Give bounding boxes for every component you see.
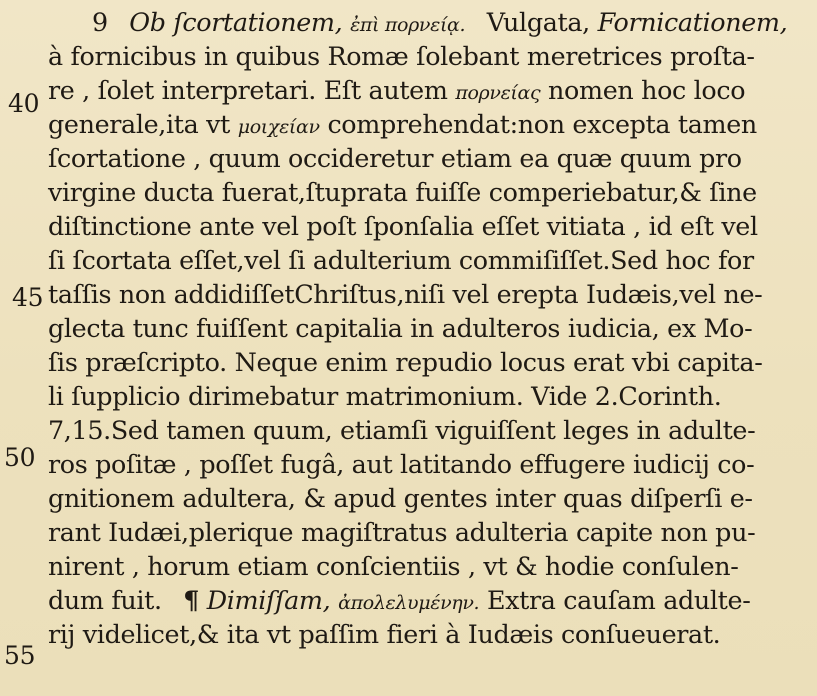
lemma-italic: Ob ſcortationem, <box>129 7 343 37</box>
text-line-9: taſſis non addidiſſetChriſtus,niſi vel erepta Iudæis,vel ne- <box>48 279 763 309</box>
text-line-3 <box>48 74 808 106</box>
text-line-7: diſtinctione ante vel poſt ſponſalia eſſet vitiata , id eſt vel <box>48 211 758 241</box>
margin-line-number-45: 45 <box>12 283 44 312</box>
text-line-6: virgine ducta fuerat,ſtuprata fuiſſe comperiebatur,& ſine <box>48 177 757 207</box>
margin-line-number-55: 55 <box>4 641 36 670</box>
verse-number: 9 <box>92 7 108 37</box>
line-18-before: dum fuit. <box>48 585 162 615</box>
greek-lemma: ἐπὶ πορνείᾳ. <box>350 14 466 36</box>
text-line-11: ſis præſcripto. Neque enim repudio locus erat vbi capita- <box>48 347 763 377</box>
pilcrow-icon: ¶ <box>183 585 200 615</box>
margin-line-number-50: 50 <box>4 443 36 472</box>
line-3-after: nomen hoc loco <box>548 75 746 105</box>
text-line-13: 7,15.Sed tamen quum, etiamſi viguiſſent leges in adulte- <box>48 415 756 445</box>
text-line-8: ſi ſcortata eſſet,vel ſi adulterium commiſiſſet.Sed hoc for <box>48 245 754 275</box>
vulgata-text: Vulgata, <box>486 7 590 37</box>
text-line-17: nirent , horum etiam conſcientiis , vt & hodie conſulen- <box>48 551 739 581</box>
greek-moicheian: μοιχείαν <box>237 116 320 138</box>
greek-apolelymenen: ἀπολελυμένην. <box>338 592 480 614</box>
text-line-4 <box>48 108 808 140</box>
text-line-12: li ſupplicio dirimebatur matrimonium. Vide 2.Corinth. <box>48 381 722 411</box>
lemma-dimissam: Dimiſſam, <box>206 585 331 615</box>
text-line-16: rant Iudæi,plerique magiſtratus adulteria capite non pu- <box>48 517 756 547</box>
text-line-5: ſcortatione , quum occideretur etiam ea quæ quum pro <box>48 143 742 173</box>
text-line-14: ros poſitæ , poſſet fugâ, aut latitando effugere iudicij co- <box>48 449 755 479</box>
vulgata-italic: Fornicationem, <box>597 7 788 37</box>
line-4-before: generale,ita vt <box>48 109 230 139</box>
text-line-10: glecta tunc fuiſſent capitalia in adulteros iudicia, ex Mo- <box>48 313 753 343</box>
text-line-18 <box>48 584 808 616</box>
text-line-19: rij videlicet,& ita vt paſſim fieri à Iudæis conſueuerat. <box>48 619 721 649</box>
text-line-1 <box>92 6 808 38</box>
line-4-after: comprehendat:non excepta tamen <box>327 109 757 139</box>
text-line-15: gnitionem adultera, & apud gentes inter quas diſperſi e- <box>48 483 753 513</box>
margin-line-number-40: 40 <box>8 89 40 118</box>
line-18-after: Extra cauſam adulte- <box>486 585 751 615</box>
text-line-2: à fornicibus in quibus Romæ ſolebant meretrices proſta- <box>48 41 755 71</box>
greek-porneias: πορνείας <box>455 82 541 104</box>
line-3-before: re , ſolet interpretari. Eſt autem <box>48 75 448 105</box>
